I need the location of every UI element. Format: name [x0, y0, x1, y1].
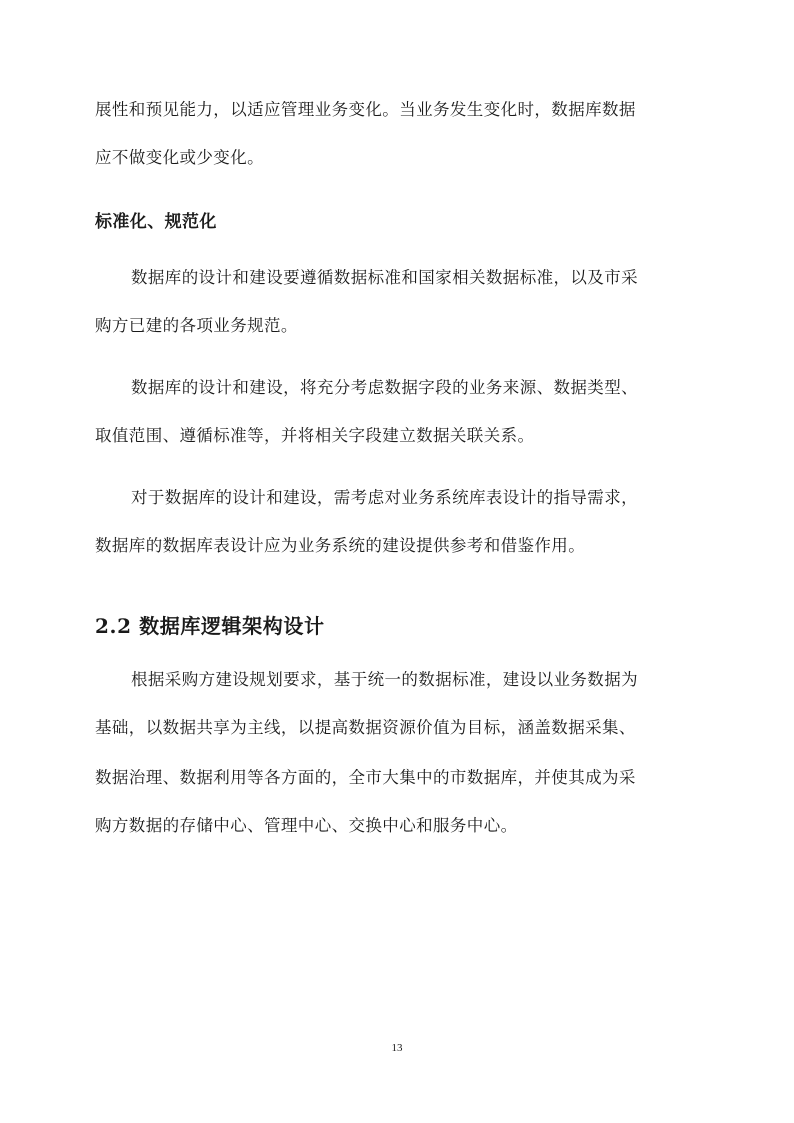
- body-text-line: 购方已建的各项业务规范。: [95, 316, 298, 335]
- body-text-line: 数据库的数据库表设计应为业务系统的建设提供参考和借鉴作用。: [95, 536, 586, 555]
- body-text-line: 取值范围、遵循标准等，并将相关字段建立数据关联关系。: [95, 426, 535, 445]
- body-text-line: 数据库的设计和建设，将充分考虑数据字段的业务来源、数据类型、: [131, 378, 638, 397]
- body-text-line: 购方数据的存储中心、管理中心、交换中心和服务中心。: [95, 816, 518, 835]
- section-heading-standardization: 标准化、规范化: [95, 212, 217, 232]
- page-number: 13: [391, 1042, 403, 1054]
- body-text-line: 数据库的设计和建设要遵循数据标准和国家相关数据标准，以及市采: [131, 268, 638, 287]
- section-heading-logical-architecture: 2.2 数据库逻辑架构设计: [95, 614, 325, 638]
- body-text-line: 数据治理、数据利用等各方面的，全市大集中的市数据库，并使其成为采: [95, 768, 636, 787]
- body-text-line: 根据采购方建设规划要求，基于统一的数据标准，建设以业务数据为: [131, 670, 638, 689]
- body-text-line: 基础，以数据共享为主线，以提高数据资源价值为目标，涵盖数据采集、: [95, 718, 636, 737]
- body-text-line: 应不做变化或少变化。: [95, 148, 264, 167]
- body-text-line: 展性和预见能力，以适应管理业务变化。当业务发生变化时，数据库数据: [95, 100, 636, 119]
- body-text-line: 对于数据库的设计和建设，需考虑对业务系统库表设计的指导需求，: [131, 488, 638, 507]
